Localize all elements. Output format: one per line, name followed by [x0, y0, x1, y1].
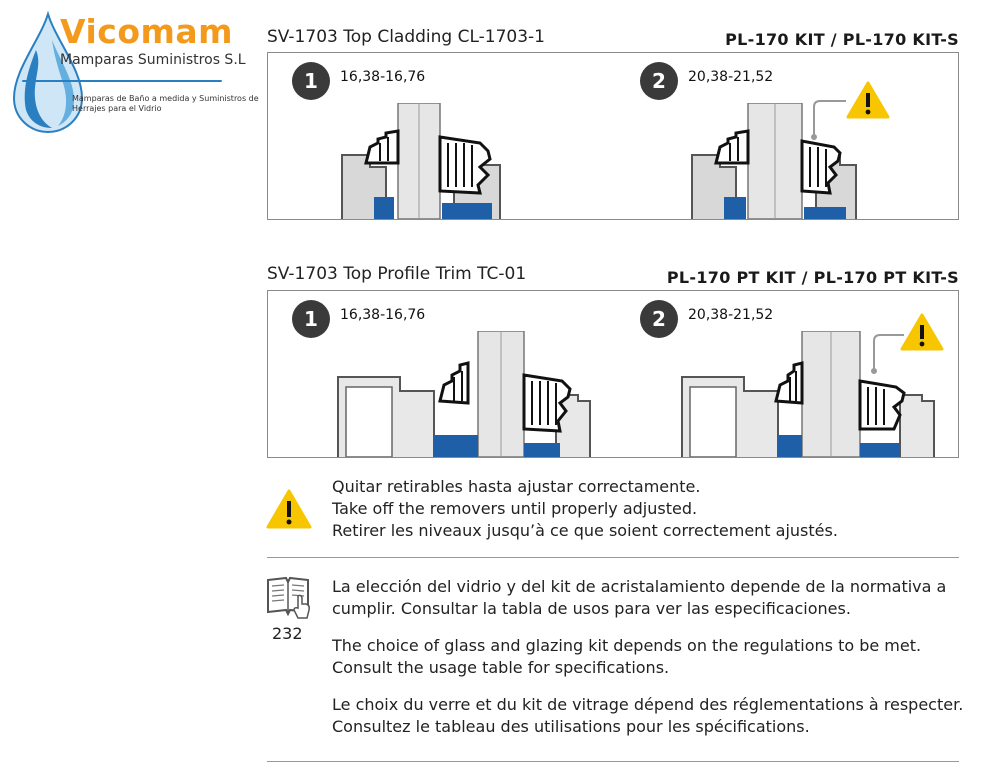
warning-text-fr: Retirer les niveaux jusqu’à ce que soient correctement ajustés. — [332, 521, 838, 540]
info-text-fr-2: Consultez le tableau des utilisations pour les spécifications. — [332, 717, 810, 736]
logo-name: Vicomam — [60, 12, 234, 51]
section2-kit-label: PL-170 PT KIT / PL-170 PT KIT-S — [666, 268, 959, 287]
info-text-fr-1: Le choix du verre et du kit de vitrage dépend des réglementations à respecter. — [332, 695, 964, 714]
section2-diagram-panel — [267, 290, 959, 458]
company-logo — [8, 10, 259, 140]
glass-range: 20,38-21,52 — [688, 69, 774, 85]
logo-tagline-2: Herrajes para el Vidrio — [72, 104, 162, 113]
step-badge: 1 — [292, 62, 330, 100]
step-badge: 2 — [640, 62, 678, 100]
section1-kit-label: PL-170 KIT / PL-170 KIT-S — [725, 30, 959, 49]
step-badge: 1 — [292, 300, 330, 338]
logo-subtitle: Mamparas Suministros S.L — [60, 52, 246, 68]
glass-range: 20,38-21,52 — [688, 307, 774, 323]
section1-diagram-panel — [267, 52, 959, 220]
info-text-en-2: Consult the usage table for specifications. — [332, 658, 670, 677]
manual-book-icon — [266, 574, 312, 622]
profile-cross-section — [330, 103, 530, 219]
page-reference: 232 — [272, 624, 303, 643]
section2-title: SV-1703 Top Profile Trim TC-01 — [267, 264, 527, 284]
profile-cross-section — [680, 103, 880, 219]
divider — [267, 557, 959, 558]
warning-text-es: Quitar retirables hasta ajustar correctamente. — [332, 477, 701, 496]
warning-icon — [266, 489, 312, 529]
logo-divider — [22, 80, 222, 82]
info-text-es-1: La elección del vidrio y del kit de acristalamiento depende de la normativa a — [332, 577, 947, 596]
step-badge: 2 — [640, 300, 678, 338]
profile-cross-section — [330, 331, 600, 457]
glass-range: 16,38-16,76 — [340, 69, 426, 85]
warning-text-en: Take off the removers until properly adjusted. — [332, 499, 698, 518]
section1-title: SV-1703 Top Cladding CL-1703-1 — [267, 27, 545, 47]
divider — [267, 761, 959, 762]
profile-cross-section — [676, 331, 948, 457]
info-text-es-2: cumplir. Consultar la tabla de usos para ver las especificaciones. — [332, 599, 851, 618]
info-text-en-1: The choice of glass and glazing kit depends on the regulations to be met. — [332, 636, 922, 655]
logo-tagline-1: Mamparas de Baño a medida y Suministros de — [72, 94, 259, 103]
glass-range: 16,38-16,76 — [340, 307, 426, 323]
